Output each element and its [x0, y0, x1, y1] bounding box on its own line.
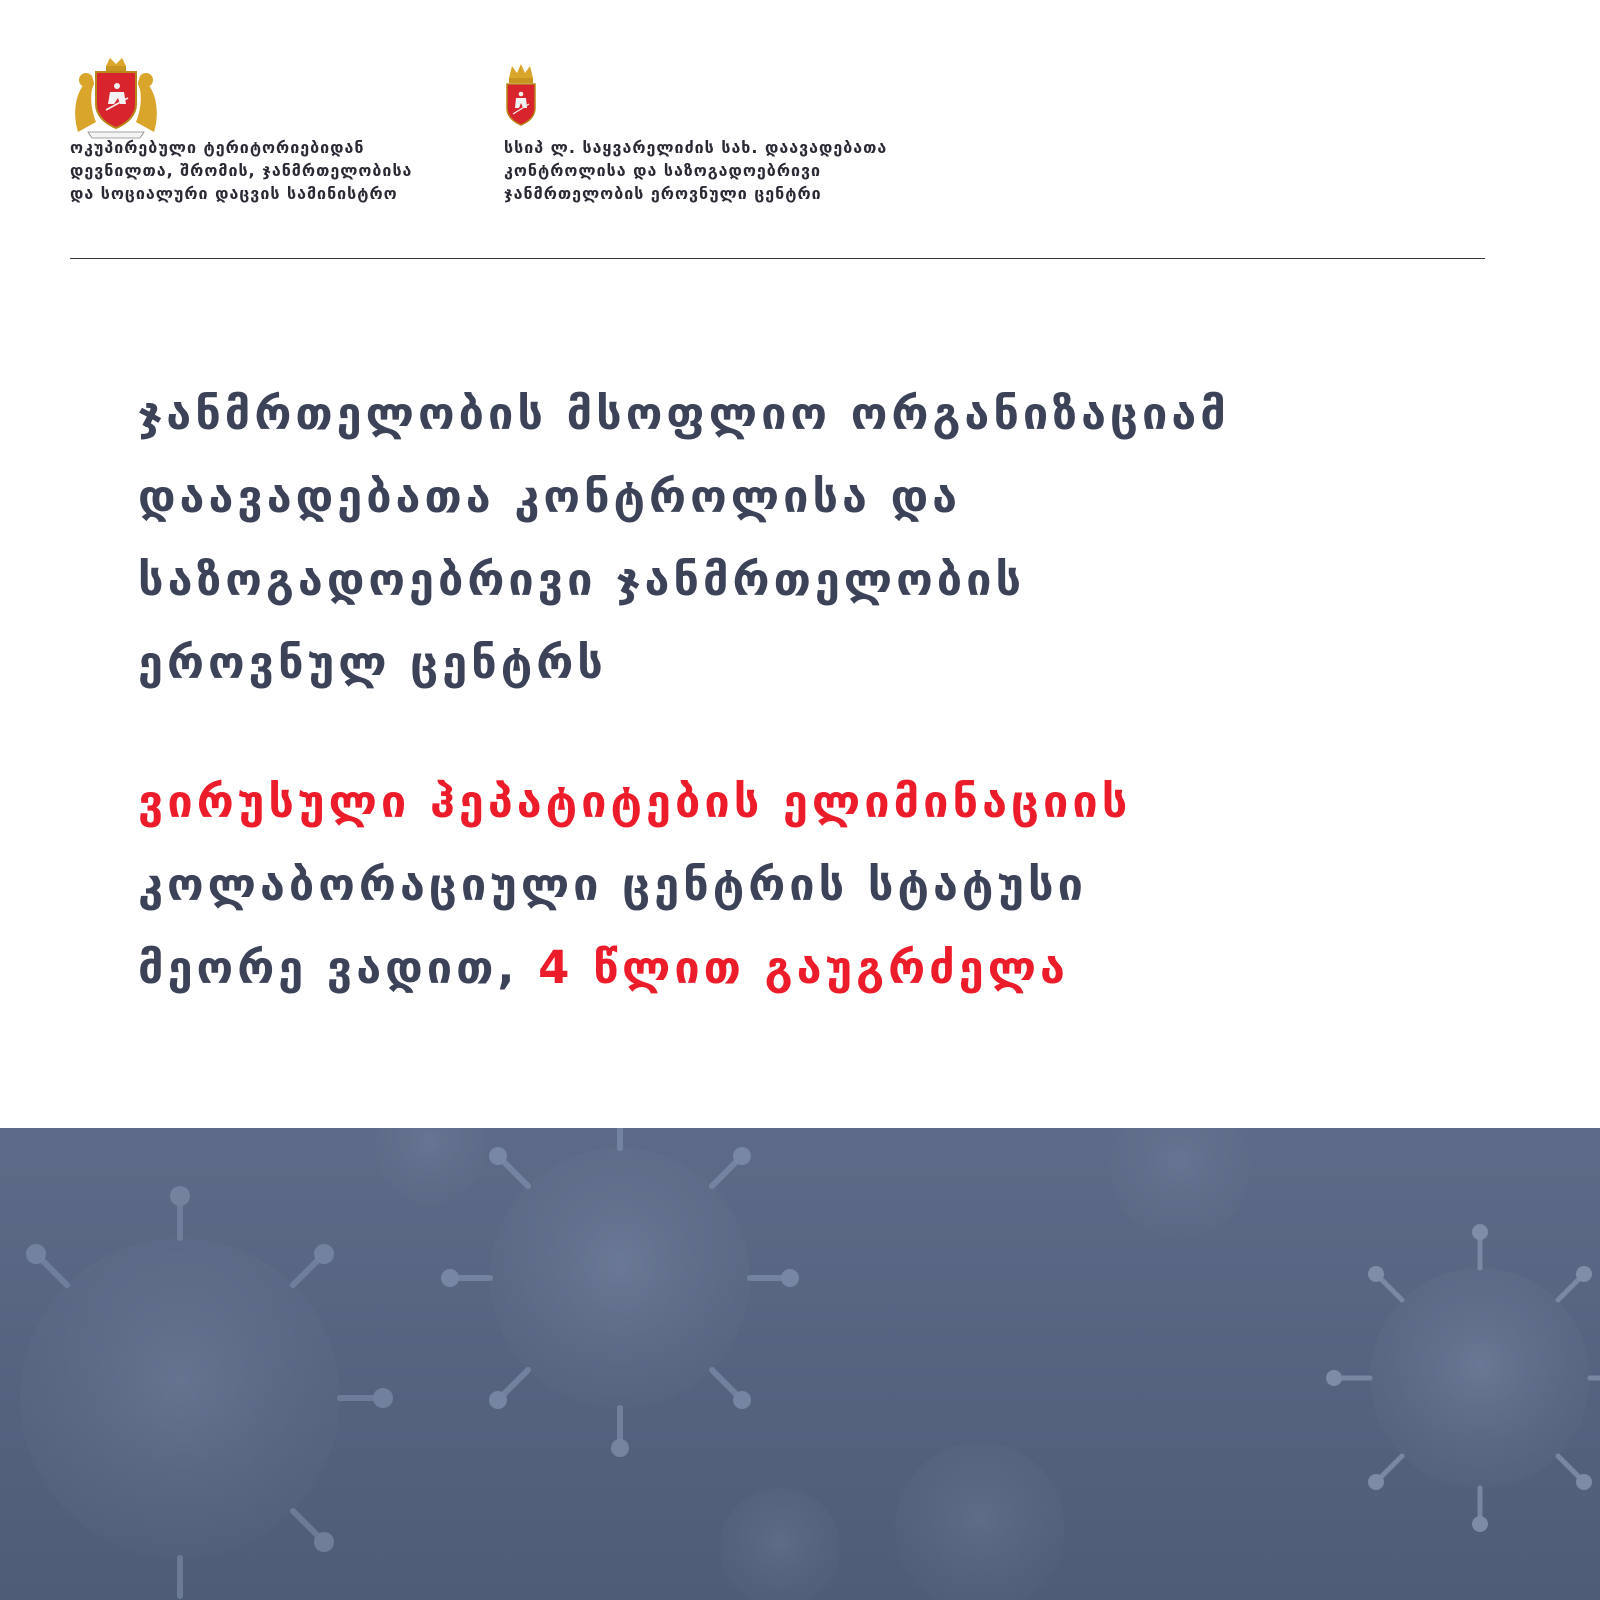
- highlight-line-3-part-2: 4 წლით გაუგრძელა: [538, 941, 1069, 994]
- virus-particles-background: [0, 1128, 1600, 1600]
- highlight-line-2: კოლაბორაციული ცენტრის სტატუსი: [138, 858, 1087, 911]
- ministry-name-line-2: დევნილთა, შრომის, ჯანმრთელობისა: [70, 161, 413, 180]
- ncdc-name-line-3: ჯანმრთელობის ეროვნული ცენტრი: [504, 184, 822, 203]
- header: [70, 40, 1485, 260]
- highlight-line-1: ვირუსული ჰეპატიტების ელიმინაციის: [138, 775, 1132, 828]
- georgia-greater-coat-of-arms-icon: [70, 52, 162, 142]
- headline-spacer: [138, 704, 1538, 760]
- header-divider: [70, 258, 1485, 259]
- highlight-line-3-part-1: მეორე ვადით,: [138, 941, 519, 994]
- headline-line-2: დაავადებათა კონტროლისა და: [138, 470, 962, 523]
- ncdc-name-line-1: სსიპ ლ. საყვარელიძის სახ. დაავადებათა: [504, 138, 888, 157]
- headline-line-1: ჯანმრთელობის მსოფლიო ორგანიზაციამ: [138, 387, 1230, 440]
- ministry-name: [70, 136, 412, 205]
- headline-line-4: ეროვნულ ცენტრს: [138, 636, 607, 689]
- ministry-name-line-1: ოკუპირებული ტერიტორიებიდან: [70, 138, 365, 157]
- georgia-lesser-coat-of-arms-icon: [504, 62, 538, 126]
- virus-banner: [0, 1128, 1600, 1600]
- ncdc-name-line-2: კონტროლისა და საზოგადოებრივი: [504, 161, 822, 180]
- ministry-name-line-3: და სოციალური დაცვის სამინისტრო: [70, 184, 398, 203]
- headline-line-3: საზოგადოებრივი ჯანმრთელობის: [138, 553, 1026, 606]
- headline: [138, 372, 1538, 1009]
- highlight-line-3: [138, 926, 1538, 1009]
- ncdc-name: [504, 136, 887, 205]
